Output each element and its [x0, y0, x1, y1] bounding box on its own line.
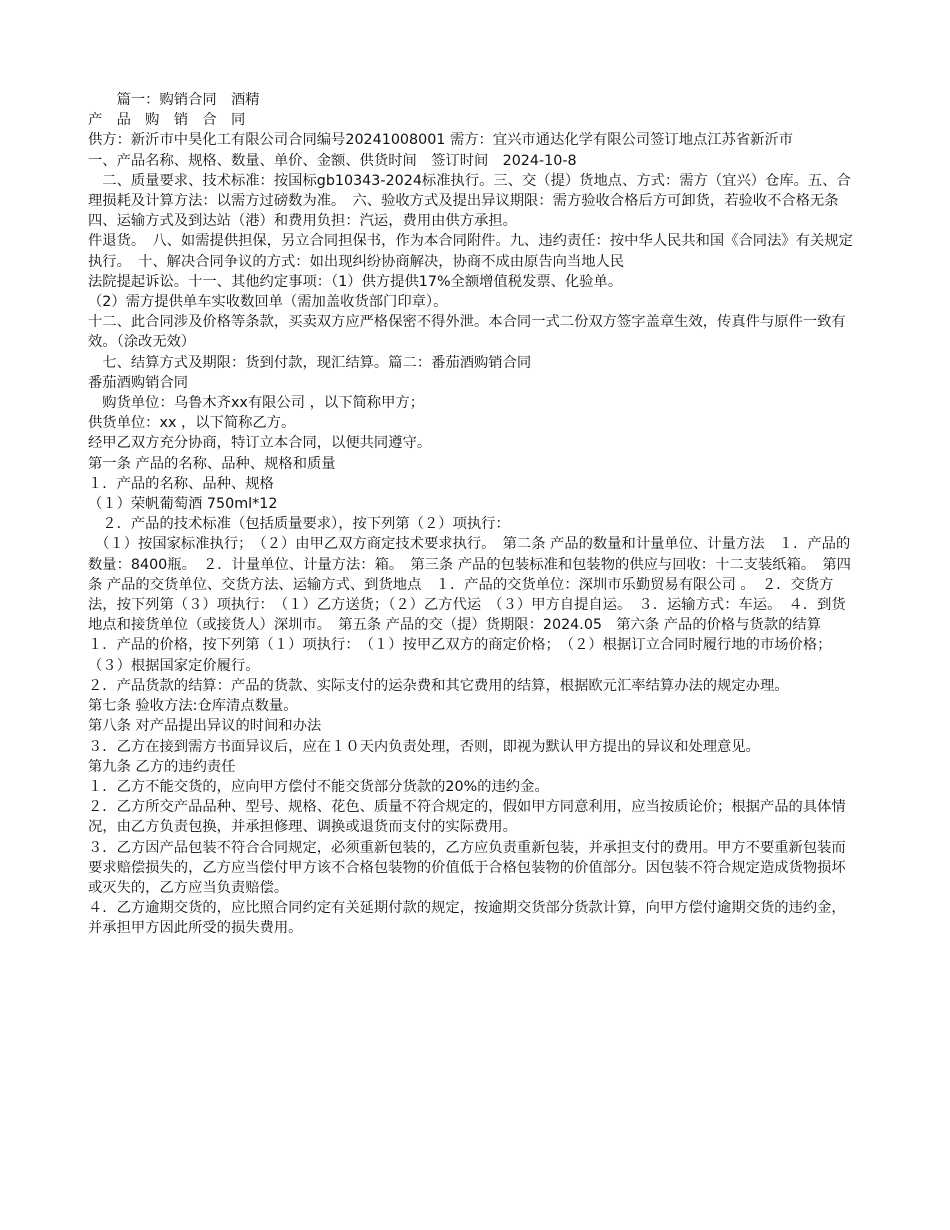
payment-settlement: ２．产品货款的结算：产品的货款、实际支付的运杂费和其它费用的结算，根据欧元汇率结算办法的规定办理。 — [88, 677, 789, 694]
clause-eleven: 法院提起诉讼。十一、其他约定事项：（1）供方提供17%全额增值税发票、化验单。 — [88, 273, 623, 290]
clause-eleven-item-two: （2）需方提供单车实收数回单（需加盖收货部门印章）。 — [88, 294, 448, 311]
tomato-wine-contract-title: 番茄酒购销合同 — [88, 374, 189, 391]
document-page — [88, 90, 860, 939]
clause-four: 四、运输方式及到达站（港）和费用负担：汽运，费用由供方承担。 — [88, 213, 517, 230]
article-one-item-one: １．产品的名称、品种、规格 — [88, 475, 274, 492]
clause-two-three-five-six: 二、质量要求、技术标准：按国标gb10343-2024标准执行。三、交（提）货地点、方式：需方（宜兴）仓库。五、合理损耗及计算方法：以需方过磅数为准。 六、验收方式及提出异议期限：需方验收合格后方可卸货，若验收不合格无条 — [88, 172, 851, 210]
heading-part-one: 篇一：购销合同 酒精 — [88, 92, 260, 108]
clause-seven-and-part-two-heading: 七、结算方式及期限：货到付款，现汇结算。篇二：番茄酒购销合同 — [88, 354, 532, 371]
articles-two-to-six: （１）按国家标准执行； （２）由甲乙双方商定技术要求执行。 第二条 产品的数量和计量单位、计量方法 １．产品的数量：8400瓶。 ２．计量单位、计量方法：箱。 第三条 产品的包装标准和包装物的供应与回收：十二支装纸箱。 第四条 产品的交货单位、交货方法、运输方式、到货地点 １．产品的交货单位：深圳市乐勤贸易有限公司 。 ２．交货方法，按下列第（３）项执行： （１）乙方送货；（２）乙方代运 （３）甲方自提自运。 ３．运输方式：车运。 ４．到货地点和接货单位（或接货人）深圳市。 第五条 产品的交（提）货期限：2024.05 第六条 产品的价格与货款的结算 １．产品的价格，按下列第（１）项执行： （１）按甲乙双方的商定价格； （２）根据订立合同时履行地的市场价格； （３）根据国家定价履行。 — [88, 536, 851, 674]
article-nine-item-one: １．乙方不能交货的，应向甲方偿付不能交货部分货款的20%的违约金。 — [88, 778, 549, 795]
clause-one: 一、产品名称、规格、数量、单价、金额、供货时间 签订时间 2024-10-8 — [88, 152, 577, 169]
buyer-line: 购货单位：乌鲁木齐xx有限公司 ，以下简称甲方； — [88, 395, 424, 412]
article-seven: 第七条 验收方法:仓库清点数量。 — [88, 698, 298, 715]
article-eight-heading: 第八条 对产品提出异议的时间和办法 — [88, 718, 322, 735]
article-nine-item-three: ３．乙方因产品包装不符合合同规定，必须重新包装的，乙方应负责重新包装，并承担支付的费用。甲方不要重新包装而要求赔偿损失的，乙方应当偿付甲方该不合格包装物的价值低于合格包装物的价值部分。因包装不符合规定造成货物损坏或灭失的，乙方应当负责赔偿。 — [88, 839, 846, 896]
clause-twelve: 十二、此合同涉及价格等条款，买卖双方应严格保密不得外泄。本合同一式二份双方签字盖章生效，传真件与原件一致有效。（涂改无效） — [88, 314, 846, 351]
supplier-line: 供货单位：xx ，以下简称乙方。 — [88, 415, 296, 432]
article-nine-heading: 第九条 乙方的违约责任 — [88, 758, 236, 775]
contract-title: 产 品 购 销 合 同 — [88, 112, 246, 129]
parties-paragraph: 供方：新沂市中昊化工有限公司合同编号20241008001 需方：宜兴市通达化学有限公司签订地点江苏省新沂市 — [88, 132, 794, 149]
article-eight-item-three: ３．乙方在接到需方书面异议后，应在１０天内负责处理，否则，即视为默认甲方提出的异议和处理意见。 — [88, 738, 760, 755]
clause-eight-nine-ten: 件退货。 八、如需提供担保，另立合同担保书，作为本合同附件。九、违约责任：按中华人民共和国《合同法》有关规定执行。 十、解决合同争议的方式：如出现纠纷协商解决，协商不成由原告向当地人民 — [88, 233, 853, 270]
article-one-product: （１）荣帆葡萄酒 750ml*12 — [88, 496, 278, 513]
article-one-item-two: ２．产品的技术标准（包括质量要求），按下列第（２）项执行： — [88, 516, 510, 533]
article-nine-item-four: ４．乙方逾期交货的，应比照合同约定有关延期付款的规定，按逾期交货部分货款计算，向甲方偿付逾期交货的违约金，并承担甲方因此所受的损失费用。 — [88, 900, 846, 937]
agreement-intro: 经甲乙双方充分协商，特订立本合同，以便共同遵守。 — [88, 435, 432, 452]
article-nine-item-two: ２．乙方所交产品品种、型号、规格、花色、质量不符合规定的，假如甲方同意利用，应当按质论价；根据产品的具体情况，由乙方负责包换，并承担修理、调换或退货而支付的实际费用。 — [88, 799, 846, 836]
article-one-heading: 第一条 产品的名称、品种、规格和质量 — [88, 455, 336, 472]
